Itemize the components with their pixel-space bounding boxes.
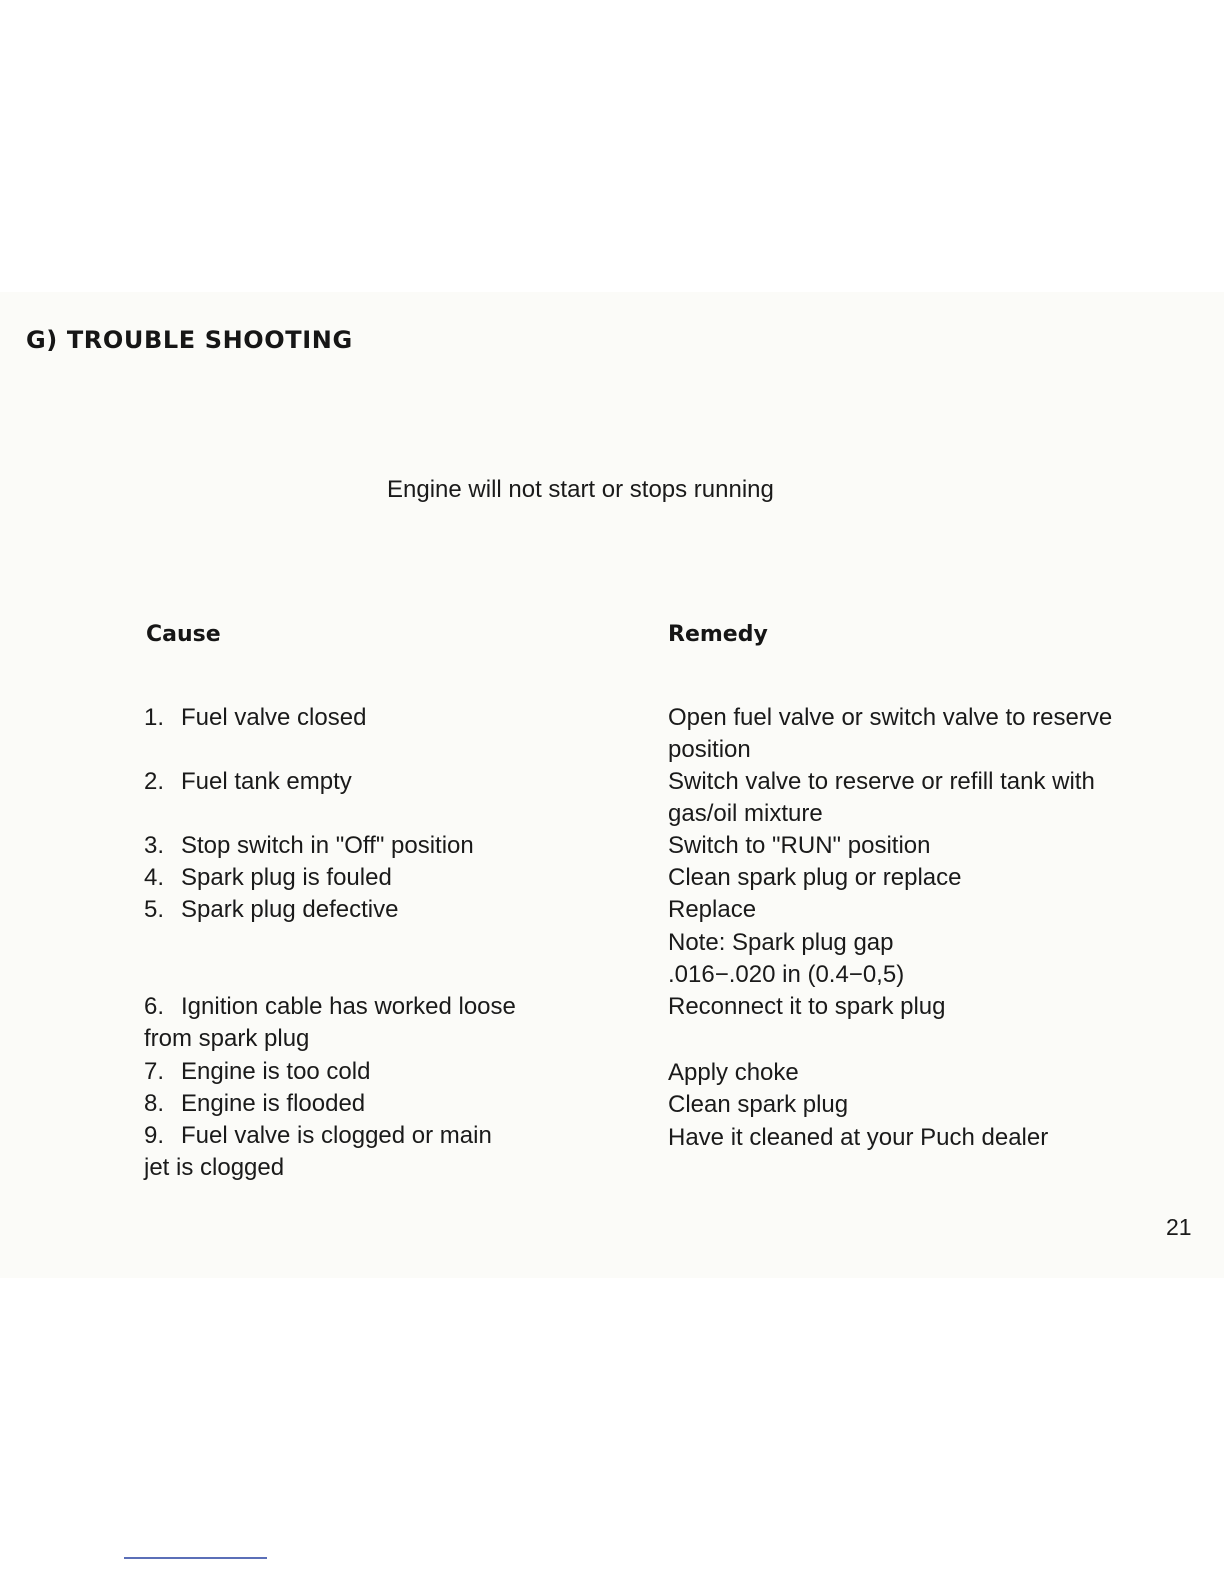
remedy-item-9: Have it cleaned at your Puch dealer	[668, 1124, 1049, 1151]
cause-column-header: Cause	[146, 622, 221, 647]
remedy-item-6: Reconnect it to spark plug	[668, 993, 946, 1020]
remedy-item-7: Apply choke	[668, 1059, 799, 1086]
remedy-item-5-gap-value: .016−.020 in (0.4−0,5)	[668, 961, 905, 988]
remedy-item-2-continuation: gas/oil mixture	[668, 800, 823, 827]
remedy-item-5: Replace	[668, 896, 757, 923]
cause-item-9: 9. Fuel valve is clogged or main	[144, 1122, 492, 1149]
remedy-item-3: Switch to "RUN" position	[668, 832, 931, 859]
section-subtitle: Engine will not start or stops running	[387, 476, 774, 503]
section-heading: G) TROUBLE SHOOTING	[26, 326, 353, 354]
remedy-item-2: Switch valve to reserve or refill tank with	[668, 768, 1095, 795]
bottom-divider	[124, 1557, 267, 1559]
remedy-item-1-continuation: position	[668, 736, 751, 763]
cause-item-4: 4. Spark plug is fouled	[144, 864, 392, 891]
cause-item-6-continuation: from spark plug	[144, 1025, 310, 1052]
remedy-item-4: Clean spark plug or replace	[668, 864, 962, 891]
remedy-item-5-note: Note: Spark plug gap	[668, 929, 894, 956]
page-number: 21	[1166, 1214, 1192, 1240]
cause-item-3: 3. Stop switch in "Off" position	[144, 832, 474, 859]
cause-item-7: 7. Engine is too cold	[144, 1058, 371, 1085]
cause-item-6: 6. Ignition cable has worked loose	[144, 993, 516, 1020]
cause-item-1: 1. Fuel valve closed	[144, 704, 367, 731]
cause-item-9-continuation: jet is clogged	[144, 1154, 285, 1181]
cause-item-2: 2. Fuel tank empty	[144, 768, 352, 795]
cause-item-8: 8. Engine is flooded	[144, 1090, 366, 1117]
cause-item-5: 5. Spark plug defective	[144, 896, 399, 923]
remedy-column-header: Remedy	[668, 622, 768, 647]
remedy-item-1: Open fuel valve or switch valve to reserve	[668, 704, 1113, 731]
remedy-item-8: Clean spark plug	[668, 1091, 849, 1118]
